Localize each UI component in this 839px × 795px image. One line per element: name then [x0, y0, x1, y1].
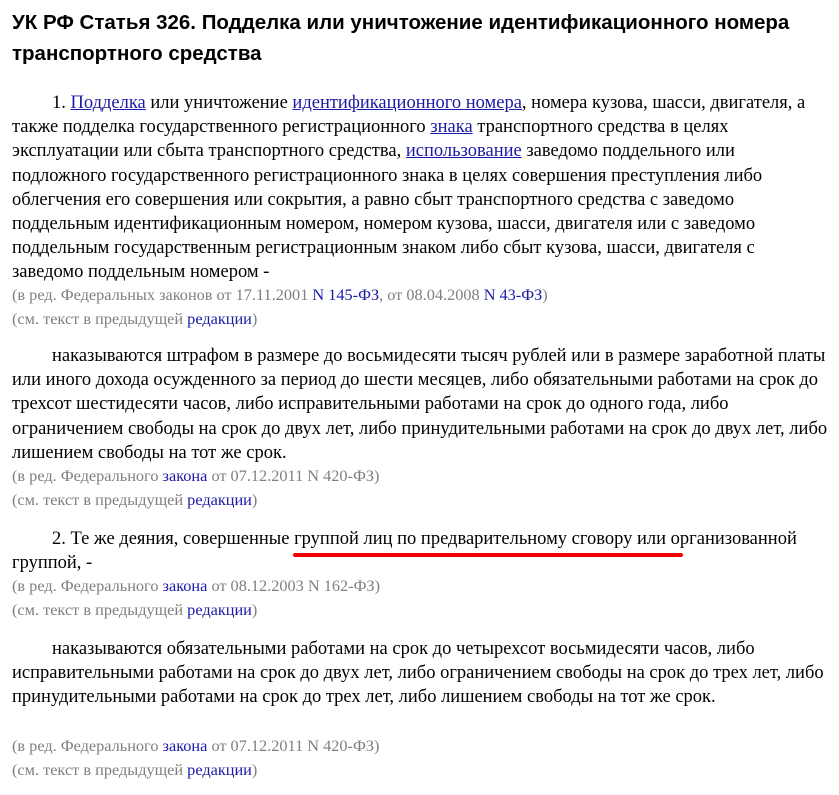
part-1-text: заведомо поддельного или подложного государственного регистрационного знака в целях совершения преступления либо облегчения его совершения или сокрытия, а равно сбыт транспортного средства с заведомо поддельным идентификационным номером, номером кузова, шасси, двигателя или с заведомо поддельным государственным регистрационным знаком либо сбыт кузова, шасси, двигателя с заведомо поддельным номером - [12, 141, 763, 283]
note-text: (см. текст в предыдущей [12, 600, 188, 619]
note-text: ) [251, 309, 258, 328]
link-previous-edition[interactable]: редакции [187, 490, 252, 509]
part-1-text: транспортного средства в целях эксплуатации или сбыта транспортного средства, [12, 117, 729, 162]
note-text: (в ред. Федеральных законов от 17.11.2001 [12, 285, 313, 304]
previous-edition-note-3 [12, 598, 830, 622]
note-text: от 07.12.2011 N 420-ФЗ) [207, 466, 380, 485]
part-1-number: 1. [52, 93, 71, 113]
part-2-paragraph: 2. Те же деяния, совершенные группой лиц по предварительному сговору или организованной группой, - [12, 529, 797, 574]
note-text: ) [251, 490, 258, 509]
amendment-note-3 [12, 574, 830, 598]
note-text: (см. текст в предыдущей [12, 309, 188, 328]
previous-edition-note-4 [12, 758, 830, 782]
part-1-paragraph [12, 91, 830, 285]
link-previous-edition[interactable]: редакции [187, 600, 252, 619]
note-text: (в ред. Федерального [12, 736, 163, 755]
link-law[interactable]: закона [162, 576, 208, 595]
link-law[interactable]: закона [162, 466, 208, 485]
note-text: ) [251, 760, 258, 779]
link-ispolzovanie[interactable]: использование [405, 141, 522, 162]
amendment-note-2 [12, 464, 830, 488]
note-text: от 07.12.2011 N 420-ФЗ) [207, 736, 380, 755]
link-law[interactable]: закона [162, 736, 208, 755]
note-text: ) [542, 285, 548, 304]
note-text: ) [251, 600, 258, 619]
punishment-1-paragraph: наказываются штрафом в размере до восьмидесяти тысяч рублей или в размере заработной платы или иного дохода осужденного за период до шести месяцев, либо обязательными работами на срок до трехсот шестидесяти часов, либо исправительными работами на срок до одного года, либо ограничением свободы на срок до двух лет, либо принудительными работами на срок до двух лет, либо лишением свободы на тот же срок. [12, 346, 828, 463]
punishment-2-paragraph: наказываются обязательными работами на срок до четырехсот восьмидесяти часов, либо исправительными работами на срок до двух лет, либо ограничением свободы на срок до трех лет, либо принудительными работами на срок до трех лет, либо лишением свободы на тот же срок. [12, 639, 824, 708]
link-znak[interactable]: знака [430, 117, 473, 138]
previous-edition-note-1 [12, 307, 830, 331]
note-text: (в ред. Федерального [12, 576, 163, 595]
amendment-note-4 [12, 734, 830, 758]
note-text: (в ред. Федерального [12, 466, 163, 485]
note-text: (см. текст в предыдущей [12, 490, 188, 509]
link-law-43[interactable]: N 43-ФЗ [483, 285, 543, 304]
link-previous-edition[interactable]: редакции [187, 760, 252, 779]
article-title: УК РФ Статья 326. Подделка или уничтожение идентификационного номера транспортного средства [12, 11, 790, 65]
red-highlight-underline [293, 553, 683, 557]
link-podelka[interactable]: Подделка [70, 93, 146, 113]
amendment-note-1 [12, 283, 830, 307]
part-1-text: , номера кузова, шасси, двигателя, а также подделка государственного регистрационного [12, 93, 806, 138]
link-law-145[interactable]: N 145-ФЗ [312, 285, 380, 304]
link-previous-edition[interactable]: редакции [187, 309, 252, 328]
link-identification-number[interactable]: идентификационного номера [292, 93, 522, 113]
part-1-text: или уничтожение [145, 93, 293, 113]
note-text: (см. текст в предыдущей [12, 760, 188, 779]
previous-edition-note-2 [12, 488, 830, 512]
note-text: от 08.12.2003 N 162-ФЗ) [207, 576, 381, 595]
note-text: , от 08.04.2008 [379, 285, 484, 304]
